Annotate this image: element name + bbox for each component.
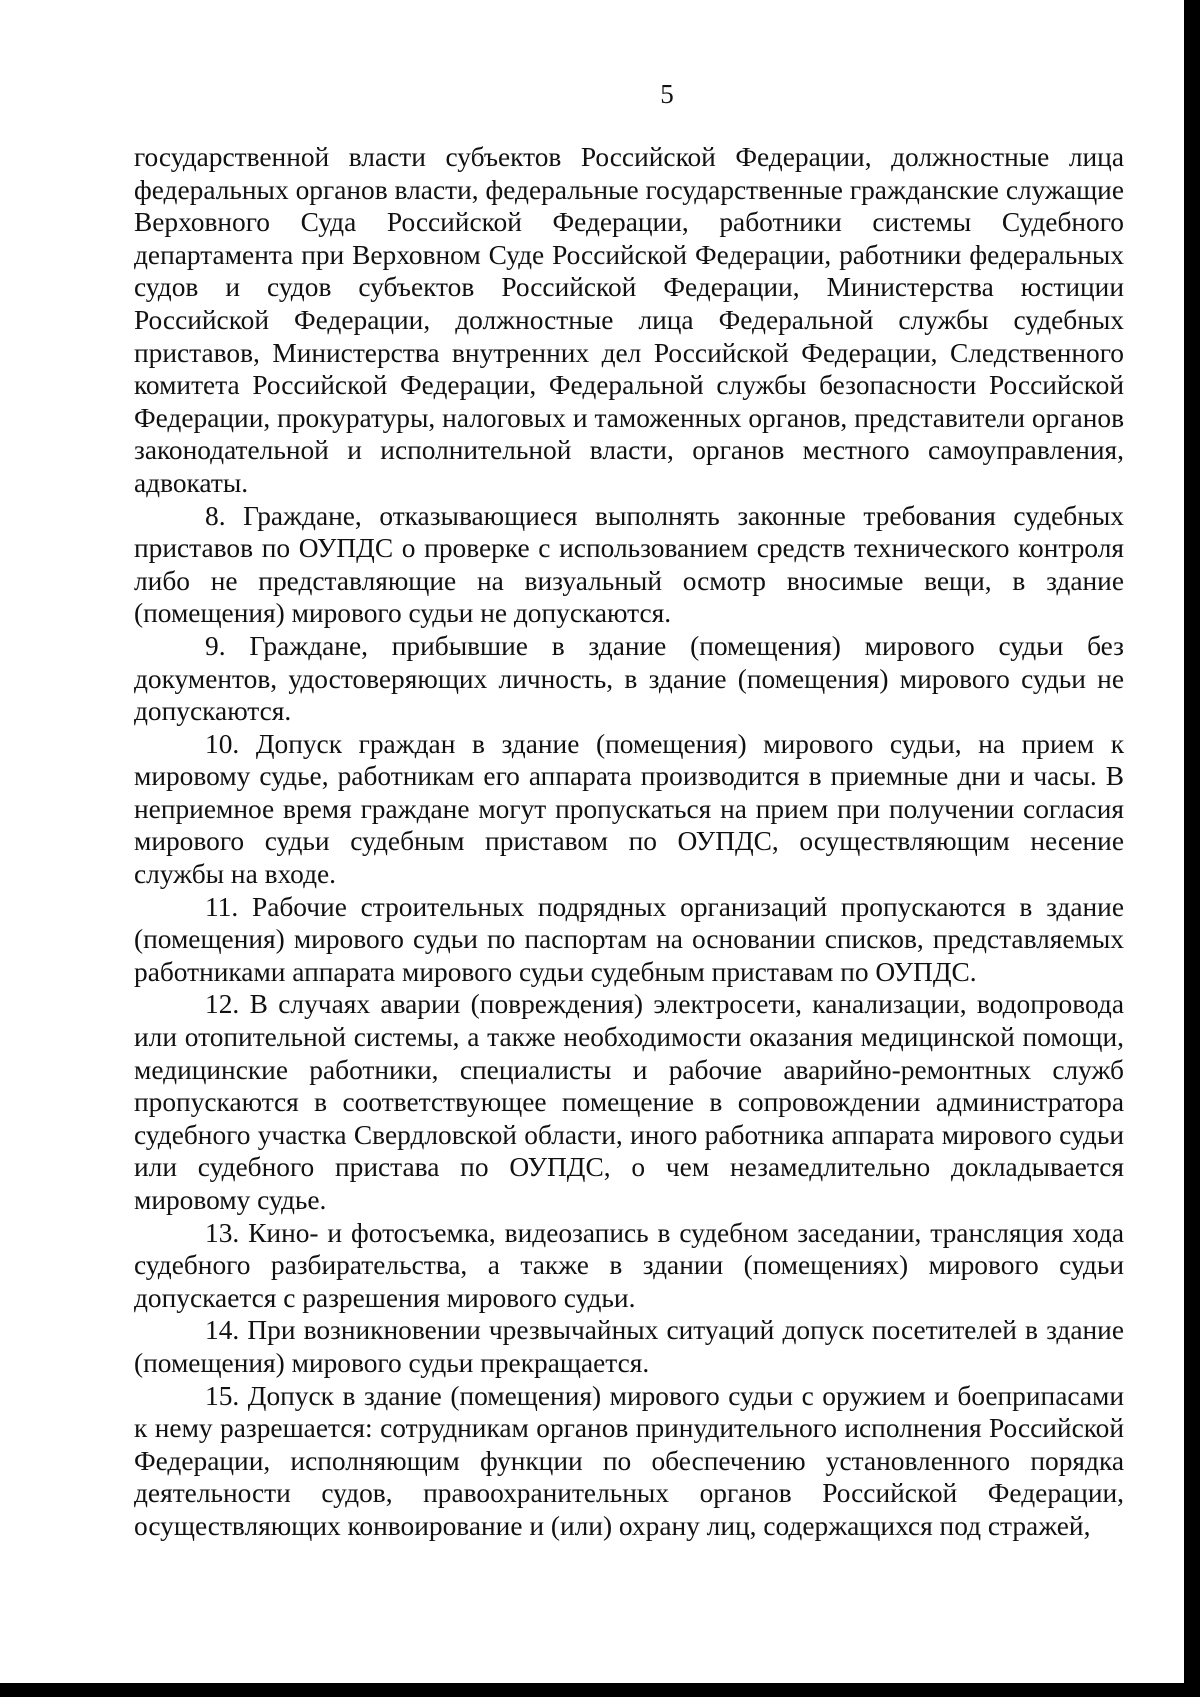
paragraph-continuation: государственной власти субъектов Российской Федерации, должностные лица федеральных органов власти, федеральные государственные гражданские служащие Верховного Суда Российской Федерации, работники системы Судебного департамента при Верховном Суде Российской Федерации, работники федеральных судов и судов субъектов Российской Федерации, Министерства юстиции Российской Федерации, должностные лица Федеральной службы судебных приставов, Министерства внутренних дел Российской Федерации, Следственного комитета Российской Федерации, Федеральной службы безопасности Российской Федерации, прокуратуры, налоговых и таможенных органов, представители органов законодательной и исполнительной власти, органов местного самоуправления, адвокаты. [134,142,1124,498]
paragraph-item-14: 14. При возникновении чрезвычайных ситуаций допуск посетителей в здание (помещения) мирового судьи прекращается. [134,1315,1124,1378]
paragraph-item-15: 15. Допуск в здание (помещения) мирового судьи с оружием и боеприпасами к нему разрешается: сотрудникам органов принудительного исполнения Российской Федерации, исполняющим функции по обеспечению установленного порядка деятельности судов, правоохранительных органов Российской Федерации, осуществляющих конвоирование и (или) охрану лиц, содержащихся под стражей, [134,1380,1124,1541]
paragraph-item-10: 10. Допуск граждан в здание (помещения) мирового судьи, на прием к мировому судье, работникам его аппарата производится в приемные дни и часы. В неприемное время граждане могут пропускаться на прием при получении согласия мирового судьи судебным приставом по ОУПДС, осуществляющим несение службы на входе. [134,728,1124,890]
page-number: 5 [660,79,674,109]
paragraph-item-12: 12. В случаях аварии (повреждения) электросети, канализации, водопровода или отопительной системы, а также необходимости оказания медицинской помощи, медицинские работники, специалисты и рабочие аварийно-ремонтных служб пропускаются в соответствующее помещение в сопровождении администратора судебного участка Свердловской области, иного работника аппарата мирового судьи или судебного пристава по ОУПДС, о чем незамедлительно докладывается мировому судье. [134,989,1124,1215]
document-body [134,141,1124,1543]
paragraph-item-9: 9. Граждане, прибывшие в здание (помещения) мирового судьи без документов, удостоверяющих личность, в здание (помещения) мирового судьи не допускаются. [134,630,1124,727]
paragraph-item-8: 8. Граждане, отказывающиеся выполнять законные требования судебных приставов по ОУПДС о проверке с использованием средств технического контроля либо не представляющие на визуальный осмотр вносимые вещи, в здание (помещения) мирового судьи не допускаются. [134,500,1124,629]
scan-edge-bottom [0,1683,1200,1697]
scan-edge-right [1184,0,1200,1697]
paragraph-item-11: 11. Рабочие строительных подрядных организаций пропускаются в здание (помещения) мирового судьи по паспортам на основании списков, представляемых работниками аппарата мирового судьи судебным приставам по ОУПДС. [134,891,1124,987]
paragraph-item-13: 13. Кино- и фотосъемка, видеозапись в судебном заседании, трансляция хода судебного разбирательства, а также в здании (помещениях) мирового судьи допускается с разрешения мирового судьи. [134,1217,1124,1313]
